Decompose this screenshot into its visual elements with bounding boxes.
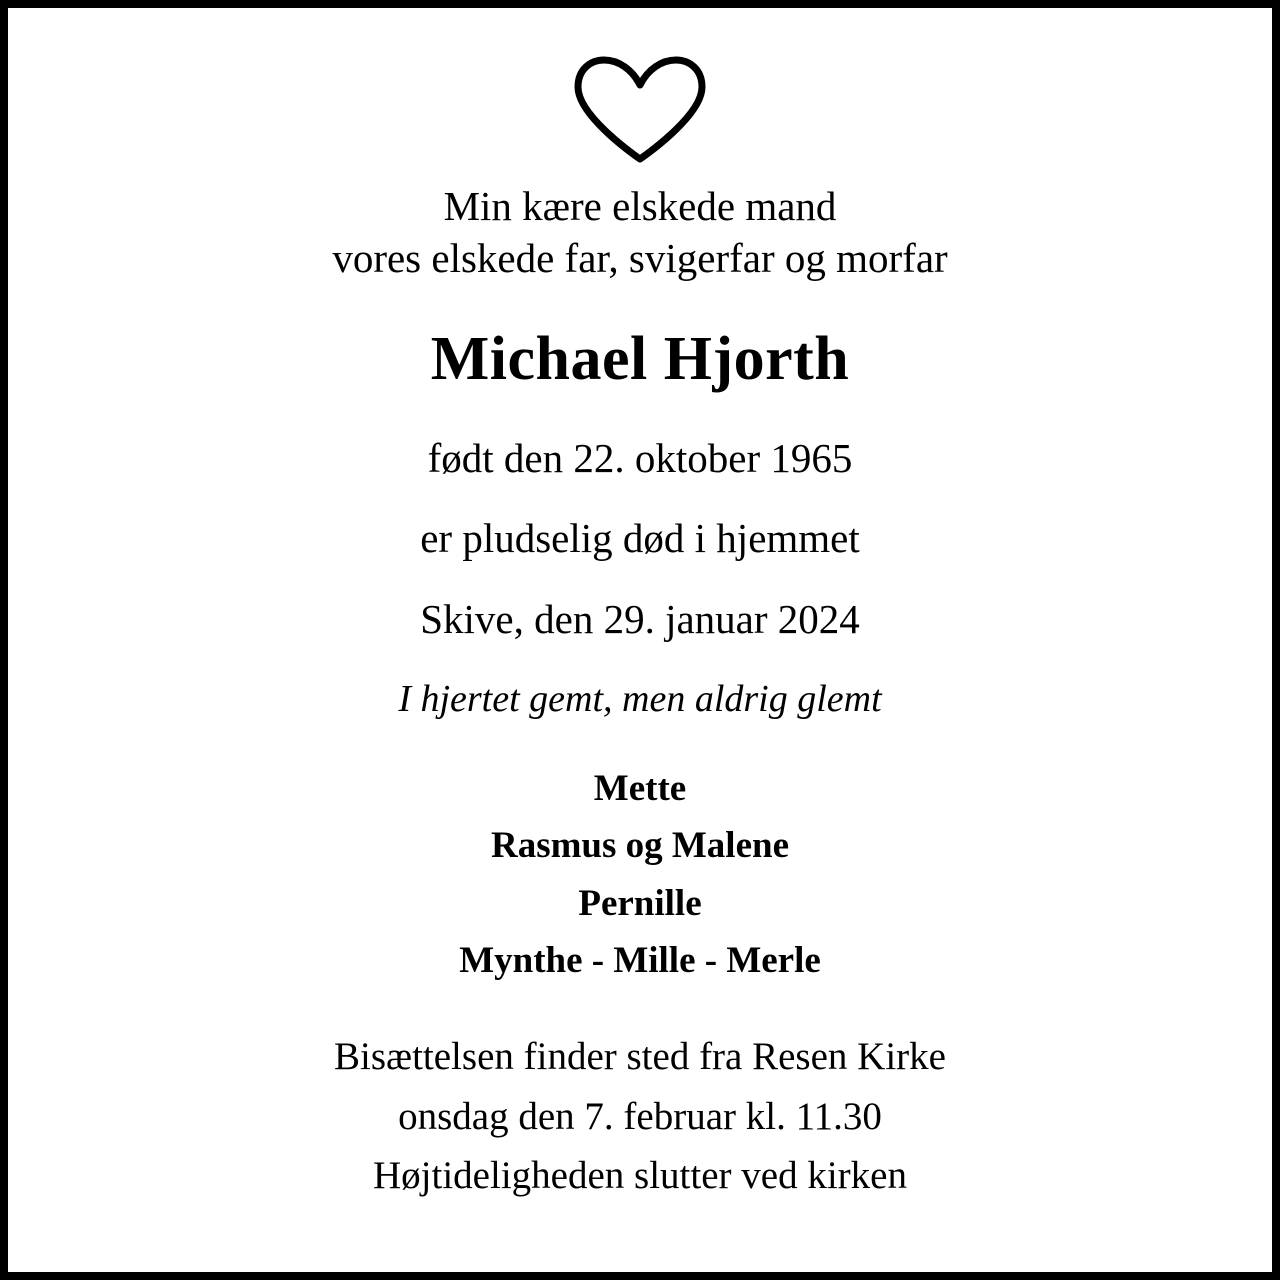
survivor-name: Rasmus og Malene: [490, 825, 790, 867]
funeral-details: [334, 1027, 946, 1205]
funeral-line: Bisættelsen finder sted fra Resen Kirke: [334, 1035, 946, 1079]
memorial-verse: I hjertet gemt, men aldrig glemt: [398, 678, 882, 721]
birth-line: født den 22. oktober 1965: [427, 434, 853, 481]
intro-line-2: vores elskede far, svigerfar og morfar: [332, 235, 948, 282]
survivor-name: Mette: [593, 767, 687, 809]
death-line: er pludselig død i hjemmet: [420, 515, 860, 562]
funeral-line: onsdag den 7. februar kl. 11.30: [398, 1094, 882, 1138]
survivors-list: [459, 760, 821, 989]
heart-icon: [570, 54, 710, 164]
survivor-name: Pernille: [578, 882, 702, 924]
obituary-notice: [8, 8, 1272, 1272]
funeral-line: Højtideligheden slutter ved kirken: [373, 1153, 907, 1197]
survivor-name: Mynthe - Mille - Merle: [459, 939, 821, 981]
deceased-name: Michael Hjorth: [430, 324, 850, 393]
intro-line-1: Min kære elskede mand: [443, 183, 837, 229]
place-date-line: Skive, den 29. januar 2024: [420, 595, 860, 642]
